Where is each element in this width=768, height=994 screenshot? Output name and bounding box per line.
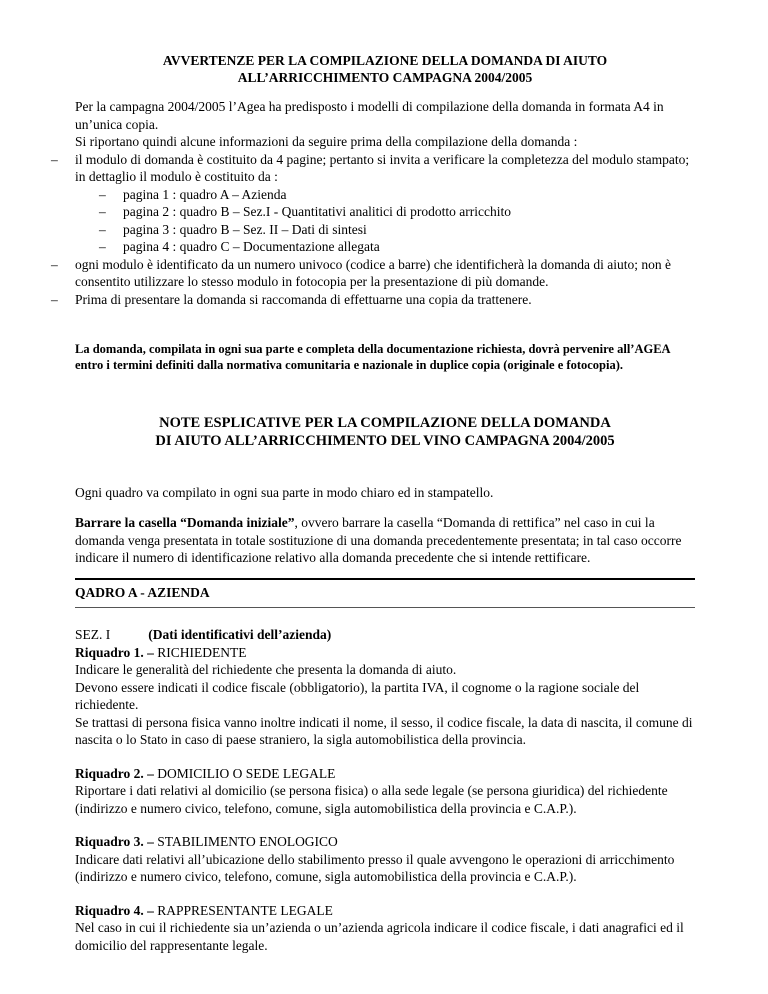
- riquadro-line: Nel caso in cui il richiedente sia un’azienda o un’azienda agricola indicare il codice fiscale, i dati anagrafici ed il domicilio del rappresentante legale.: [75, 920, 684, 953]
- page-list-item: – pagina 2 : quadro B – Sez.I - Quantitativi analitici di prodotto arricchito: [123, 203, 695, 221]
- riquadro-label: Riquadro 1. –: [75, 644, 154, 660]
- page-list: [123, 186, 695, 256]
- divider: [75, 578, 695, 580]
- sezione-label: SEZ. I: [75, 627, 111, 642]
- intro-paragraph: Per la campagna 2004/2005 l’Agea ha predisposto i modelli di compilazione della domanda in formata A4 in un’unica copia.: [75, 99, 664, 132]
- list-item-text: il modulo di domanda è costituito da 4 pagine; pertanto si invita a verificare la completezza del modulo stampato; in dettaglio il modulo è costituito da :: [75, 151, 690, 184]
- riquadro-label: Riquadro 2. –: [75, 765, 154, 781]
- sezione-heading: [75, 626, 695, 644]
- barrare-text: , ovvero barrare la casella “Domanda di rettifica” nel caso in cui la domanda venga presentata in totale sostituzione di una domanda precedentemente presentata; in tal caso occorre indicare il numero di identificazione relativo alla domanda precedente che si intende rettificare.: [75, 515, 682, 565]
- section-title: [75, 414, 695, 450]
- section-title-line-2: DI AIUTO ALL’ARRICCHIMENTO DEL VINO CAMPAGNA 2004/2005: [155, 433, 615, 449]
- document-title: [75, 52, 695, 86]
- riquadro-heading: [75, 902, 695, 920]
- riquadro-title: RICHIEDENTE: [153, 644, 247, 660]
- riquadro-line: Riportare i dati relativi al domicilio (se persona fisica) o alla sede legale (se persona giuridica) del richiedente (indirizzo e numero civico, telefono, comune, sigla automobilistica della provincia e C.A.P.).: [75, 783, 668, 816]
- notice-paragraph: La domanda, compilata in ogni sua parte e completa della documentazione richiesta, dovrà pervenire all’AGEA entro i termini definiti dalla normativa comunitaria e nazionale in duplice copia (originale e fotocopia).: [75, 342, 670, 372]
- list-item: [75, 151, 695, 256]
- title-line-1: AVVERTENZE PER LA COMPILAZIONE DELLA DOMANDA DI AIUTO: [162, 53, 608, 68]
- title-line-2: ALL’ARRICCHIMENTO CAMPAGNA 2004/2005: [237, 70, 533, 85]
- riquadro-title: STABILIMENTO ENOLOGICO: [153, 834, 338, 849]
- barrare-bold: Barrare la casella “Domanda iniziale”: [75, 515, 295, 530]
- list-item: – ogni modulo è identificato da un numero univoco (codice a barre) che identificherà la domanda di aiuto; non è consentito utilizzare lo stesso modulo in fotocopia per la presentazione di più domande.: [75, 256, 695, 291]
- riquadro-heading: [75, 765, 695, 783]
- riquadro-title: RAPPRESENTANTE LEGALE: [153, 902, 333, 918]
- page-list-item: – pagina 4 : quadro C – Documentazione allegata: [123, 238, 695, 256]
- riquadro-label: Riquadro 3. –: [75, 834, 154, 849]
- general-instruction: Ogni quadro va compilato in ogni sua parte in modo chiaro ed in stampatello.: [75, 485, 494, 500]
- riquadro-heading: [75, 833, 695, 851]
- instruction-list: [75, 151, 695, 309]
- riquadro-title: DOMICILIO O SEDE LEGALE: [153, 765, 336, 781]
- riquadro-line: Devono essere indicati il codice fiscale (obbligatorio), la partita IVA, il cognome o la ragione sociale del richiedente.: [75, 679, 640, 712]
- sezione-1: [75, 626, 695, 954]
- page-list-item: – pagina 1 : quadro A – Azienda: [123, 186, 695, 204]
- riquadro-line: Indicare le generalità del richiedente che presenta la domanda di aiuto.: [75, 662, 457, 677]
- riquadro-heading: [75, 644, 695, 662]
- barrare-paragraph: [75, 514, 695, 567]
- sezione-title: (Dati identificativi dell’azienda): [148, 627, 332, 642]
- page-list-item: – pagina 3 : quadro B – Sez. II – Dati di sintesi: [123, 221, 695, 239]
- section-title-line-1: NOTE ESPLICATIVE PER LA COMPILAZIONE DELLA DOMANDA: [159, 415, 611, 431]
- quadro-heading: QADRO A - AZIENDA: [75, 585, 210, 600]
- riquadro-line: Indicare dati relativi all’ubicazione dello stabilimento presso il quale avvengono le operazioni di arricchimento (indirizzo e numero civico, telefono, comune, sigla automobilistica della provincia e C.A.P.).: [75, 851, 675, 884]
- list-item: – Prima di presentare la domanda si raccomanda di effettuarne una copia da trattenere.: [75, 291, 695, 309]
- intro-section: [75, 98, 695, 308]
- riquadro-line: Se trattasi di persona fisica vanno inoltre indicati il nome, il sesso, il codice fiscale, la data di nascita, il comune di nascita o lo Stato in caso di paese straniero, la sigla automobilistica della provincia.: [75, 714, 693, 747]
- riquadro-label: Riquadro 4. –: [75, 902, 154, 918]
- divider: [75, 607, 695, 608]
- intro-lead: Si riportano quindi alcune informazioni da seguire prima della compilazione della domanda :: [75, 134, 578, 149]
